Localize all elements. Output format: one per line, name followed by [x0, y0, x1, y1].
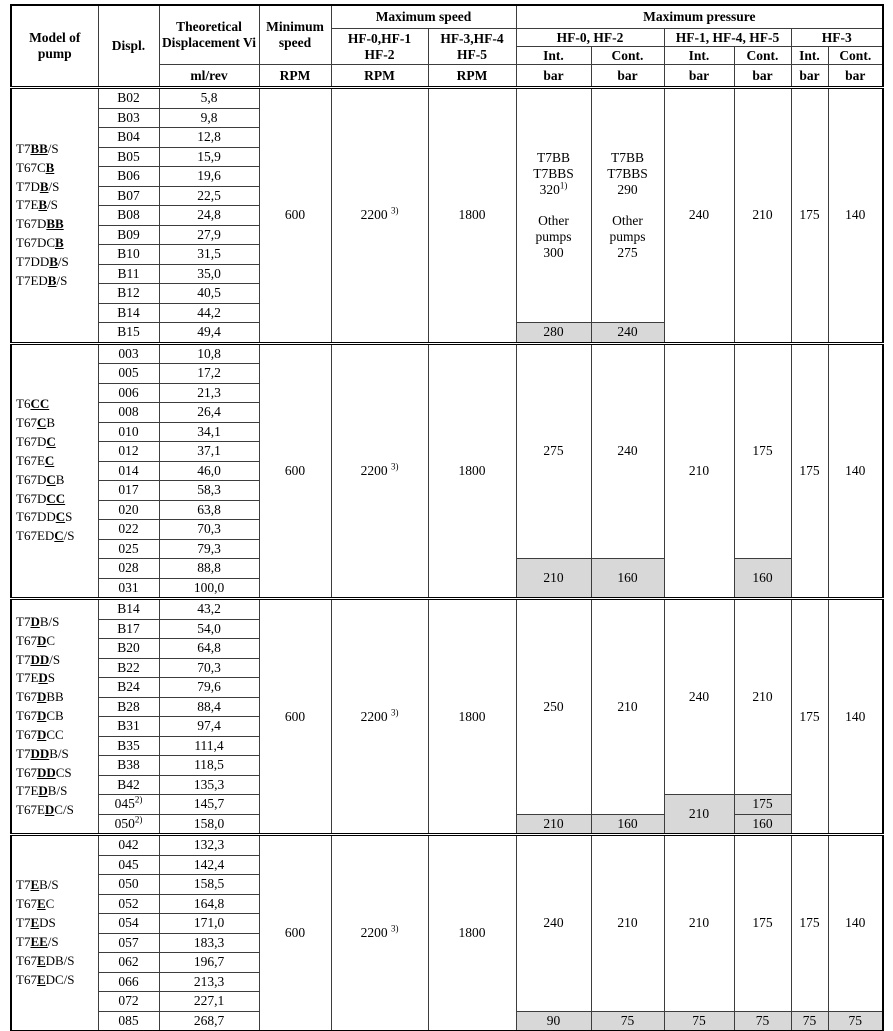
header-speed-hf345: HF-3,HF-4 HF-5 — [428, 29, 516, 65]
displ-code-cell: 008 — [98, 403, 159, 423]
header-cont-2: Cont. — [734, 47, 791, 65]
vi-value-cell: 46,0 — [159, 461, 259, 481]
max-speed-hf012-cell: 2200 $^{3)}$ — [331, 88, 428, 344]
vi-value-cell: 227,1 — [159, 992, 259, 1012]
displ-code-cell: 050 — [98, 875, 159, 895]
max-speed-hf012-cell: 2200 $^{3)}$ — [331, 599, 428, 835]
pressure-cell-2: 75 — [591, 1011, 664, 1031]
unit-ml-rev: ml/rev — [159, 65, 259, 88]
header-cont-1: Cont. — [591, 47, 664, 65]
pressure-cell-2: 240 — [591, 343, 664, 559]
unit-rpm-1: RPM — [259, 65, 331, 88]
pressure-cell-4: 175 — [734, 835, 791, 1012]
displ-code-cell: B42 — [98, 775, 159, 795]
pressure-cell-1: 280 — [516, 323, 591, 344]
unit-bar-4: bar — [734, 65, 791, 88]
displ-code-cell: 006 — [98, 383, 159, 403]
max-speed-hf012-cell: 2200 $^{3)}$ — [331, 835, 428, 1031]
vi-value-cell: 37,1 — [159, 442, 259, 462]
pressure-cell-4: 160 — [734, 814, 791, 835]
displ-code-cell: B15 — [98, 323, 159, 344]
displ-code-cell: B38 — [98, 756, 159, 776]
vi-value-cell: 70,3 — [159, 658, 259, 678]
displ-code-cell: 017 — [98, 481, 159, 501]
unit-bar-5: bar — [791, 65, 828, 88]
displ-code-cell: 022 — [98, 520, 159, 540]
pressure-cell-3: 210 — [664, 795, 734, 835]
table-body — [11, 88, 883, 1031]
max-speed-hf345-cell: 1800 — [428, 343, 516, 599]
displ-code-cell: B09 — [98, 225, 159, 245]
pressure-cell-2: 160 — [591, 814, 664, 835]
displ-code-cell: B14 — [98, 303, 159, 323]
vi-value-cell: 158,5 — [159, 875, 259, 895]
displ-code-cell: B20 — [98, 639, 159, 659]
displ-code-cell: 005 — [98, 364, 159, 384]
vi-value-cell: 17,2 — [159, 364, 259, 384]
pressure-cell-5: 175 — [791, 343, 828, 599]
pump-group-3-row — [11, 599, 883, 620]
header-pressure-hf3: HF-3 — [791, 29, 883, 47]
header-int-3: Int. — [791, 47, 828, 65]
pressure-cell-5: 175 — [791, 599, 828, 835]
displ-code-cell: 066 — [98, 972, 159, 992]
unit-rpm-2: RPM — [331, 65, 428, 88]
pressure-cell-1: 210 — [516, 814, 591, 835]
header-pressure-hf1-hf4-hf5: HF-1, HF-4, HF-5 — [664, 29, 791, 47]
pressure-cell-6: 140 — [828, 88, 883, 344]
table-header — [11, 5, 883, 88]
displ-code-cell: 057 — [98, 933, 159, 953]
vi-value-cell: 43,2 — [159, 599, 259, 620]
vi-value-cell: 171,0 — [159, 914, 259, 934]
pump-spec-table — [10, 4, 884, 1031]
pressure-cell-4: 175 — [734, 343, 791, 559]
vi-value-cell: 35,0 — [159, 264, 259, 284]
min-speed-cell: 600 — [259, 88, 331, 344]
displ-code-cell: 042 — [98, 835, 159, 856]
pressure-cell-4: 210 — [734, 88, 791, 344]
displ-code-cell: 054 — [98, 914, 159, 934]
header-model-of-pump: Model of pump — [11, 5, 98, 88]
vi-value-cell: 111,4 — [159, 736, 259, 756]
displ-code-cell: B22 — [98, 658, 159, 678]
header-minimum-speed: Minimum speed — [259, 5, 331, 65]
unit-bar-2: bar — [591, 65, 664, 88]
vi-value-cell: 196,7 — [159, 953, 259, 973]
pressure-cell-2: 160 — [591, 559, 664, 599]
min-speed-cell: 600 — [259, 343, 331, 599]
vi-value-cell: 145,7 — [159, 795, 259, 815]
pump-group-1-row — [11, 88, 883, 109]
pressure-cell-1: 90 — [516, 1011, 591, 1031]
vi-value-cell: 15,9 — [159, 147, 259, 167]
displ-code-cell: B03 — [98, 108, 159, 128]
model-list-cell: T7DB/S T67DC T7DD/S T7EDS T67DBB T67DCB T67DCC T7DDB/S T67DDCS T7EDB/S T67EDC/S — [11, 599, 98, 835]
vi-value-cell: 21,3 — [159, 383, 259, 403]
displ-code-cell: 062 — [98, 953, 159, 973]
displ-code-cell: B07 — [98, 186, 159, 206]
vi-value-cell: 5,8 — [159, 88, 259, 109]
pressure-cell-2: 210 — [591, 599, 664, 815]
pressure-cell-5: 175 — [791, 835, 828, 1012]
displ-code-cell: 025 — [98, 539, 159, 559]
vi-value-cell: 40,5 — [159, 284, 259, 304]
pressure-cell-4: 75 — [734, 1011, 791, 1031]
displ-code-cell: 031 — [98, 578, 159, 599]
displ-code-cell: B14 — [98, 599, 159, 620]
pressure-cell-6: 140 — [828, 343, 883, 599]
header-int-1: Int. — [516, 47, 591, 65]
pressure-cell-1: 210 — [516, 559, 591, 599]
header-pressure-hf0-hf2: HF-0, HF-2 — [516, 29, 664, 47]
pressure-cell-4: 160 — [734, 559, 791, 599]
pressure-cell-3: 210 — [664, 835, 734, 1012]
unit-bar-1: bar — [516, 65, 591, 88]
vi-value-cell: 44,2 — [159, 303, 259, 323]
vi-value-cell: 27,9 — [159, 225, 259, 245]
displ-code-cell: B08 — [98, 206, 159, 226]
pressure-cell-4: 175 — [734, 795, 791, 815]
unit-bar-6: bar — [828, 65, 883, 88]
pressure-cell-6: 140 — [828, 835, 883, 1012]
unit-rpm-3: RPM — [428, 65, 516, 88]
unit-bar-3: bar — [664, 65, 734, 88]
displ-code-cell: B28 — [98, 697, 159, 717]
pressure-cell-2: T7BB T7BBS 290 Other pumps 275 — [591, 88, 664, 323]
displ-code-cell: B06 — [98, 167, 159, 187]
pressure-cell-3: 240 — [664, 599, 734, 795]
displ-code-cell: 010 — [98, 422, 159, 442]
max-speed-hf345-cell: 1800 — [428, 599, 516, 835]
vi-value-cell: 49,4 — [159, 323, 259, 344]
vi-value-cell: 24,8 — [159, 206, 259, 226]
pressure-cell-5: 75 — [791, 1011, 828, 1031]
displ-code-cell: B02 — [98, 88, 159, 109]
pressure-cell-1: T7BB T7BBS 320$^{1)}$ Other pumps 300 — [516, 88, 591, 323]
displ-code-cell: B04 — [98, 128, 159, 148]
pressure-cell-4: 210 — [734, 599, 791, 795]
vi-value-cell: 26,4 — [159, 403, 259, 423]
header-int-2: Int. — [664, 47, 734, 65]
pressure-cell-1: 240 — [516, 835, 591, 1012]
vi-value-cell: 12,8 — [159, 128, 259, 148]
vi-value-cell: 88,8 — [159, 559, 259, 579]
displ-code-cell: 050$^{2)}$ — [98, 814, 159, 835]
vi-value-cell: 9,8 — [159, 108, 259, 128]
displ-code-cell: 028 — [98, 559, 159, 579]
vi-value-cell: 19,6 — [159, 167, 259, 187]
max-speed-hf345-cell: 1800 — [428, 835, 516, 1031]
pressure-cell-2: 240 — [591, 323, 664, 344]
displ-code-cell: B10 — [98, 245, 159, 265]
header-displ: Displ. — [98, 5, 159, 88]
pressure-cell-6: 140 — [828, 599, 883, 835]
vi-value-cell: 164,8 — [159, 894, 259, 914]
vi-value-cell: 64,8 — [159, 639, 259, 659]
displ-code-cell: B35 — [98, 736, 159, 756]
min-speed-cell: 600 — [259, 599, 331, 835]
displ-code-cell: 045 — [98, 855, 159, 875]
displ-code-cell: B05 — [98, 147, 159, 167]
vi-value-cell: 54,0 — [159, 619, 259, 639]
vi-value-cell: 100,0 — [159, 578, 259, 599]
displ-code-cell: 020 — [98, 500, 159, 520]
pressure-cell-6: 75 — [828, 1011, 883, 1031]
model-list-cell: T7BB/S T67CB T7DB/S T7EB/S T67DBB T67DCB T7DDB/S T7EDB/S — [11, 88, 98, 344]
vi-value-cell: 132,3 — [159, 835, 259, 856]
displ-code-cell: 072 — [98, 992, 159, 1012]
header-maximum-pressure: Maximum pressure — [516, 5, 883, 29]
displ-code-cell: B24 — [98, 678, 159, 698]
displ-code-cell: B17 — [98, 619, 159, 639]
pressure-cell-1: 250 — [516, 599, 591, 815]
pump-group-2-row — [11, 343, 883, 364]
vi-value-cell: 79,3 — [159, 539, 259, 559]
vi-value-cell: 63,8 — [159, 500, 259, 520]
model-list-cell: T6CC T67CB T67DC T67EC T67DCB T67DCC T67DDCS T67EDC/S — [11, 343, 98, 599]
vi-value-cell: 118,5 — [159, 756, 259, 776]
model-list-cell: T7EB/S T67EC T7EDS T7EE/S T67EDB/S T67EDC/S — [11, 835, 98, 1031]
displ-code-cell: 012 — [98, 442, 159, 462]
vi-value-cell: 213,3 — [159, 972, 259, 992]
pressure-cell-3: 75 — [664, 1011, 734, 1031]
pressure-cell-5: 175 — [791, 88, 828, 344]
displ-code-cell: B12 — [98, 284, 159, 304]
vi-value-cell: 88,4 — [159, 697, 259, 717]
vi-value-cell: 34,1 — [159, 422, 259, 442]
header-theoretical-displacement: Theoretical Displacement Vi — [159, 5, 259, 65]
header-speed-hf012: HF-0,HF-1 HF-2 — [331, 29, 428, 65]
vi-value-cell: 79,6 — [159, 678, 259, 698]
pump-group-4-row — [11, 835, 883, 856]
displ-code-cell: 003 — [98, 343, 159, 364]
pressure-cell-3: 240 — [664, 88, 734, 344]
displ-code-cell: 085 — [98, 1011, 159, 1031]
pressure-cell-1: 275 — [516, 343, 591, 559]
vi-value-cell: 268,7 — [159, 1011, 259, 1031]
vi-value-cell: 10,8 — [159, 343, 259, 364]
vi-value-cell: 70,3 — [159, 520, 259, 540]
displ-code-cell: 045$^{2)}$ — [98, 795, 159, 815]
displ-code-cell: 014 — [98, 461, 159, 481]
header-cont-3: Cont. — [828, 47, 883, 65]
displ-code-cell: 052 — [98, 894, 159, 914]
vi-value-cell: 31,5 — [159, 245, 259, 265]
vi-value-cell: 58,3 — [159, 481, 259, 501]
displ-code-cell: B31 — [98, 717, 159, 737]
vi-value-cell: 97,4 — [159, 717, 259, 737]
max-speed-hf345-cell: 1800 — [428, 88, 516, 344]
vi-value-cell: 22,5 — [159, 186, 259, 206]
max-speed-hf012-cell: 2200 $^{3)}$ — [331, 343, 428, 599]
min-speed-cell: 600 — [259, 835, 331, 1031]
pressure-cell-3: 210 — [664, 343, 734, 599]
header-maximum-speed: Maximum speed — [331, 5, 516, 29]
vi-value-cell: 183,3 — [159, 933, 259, 953]
header-row-top — [11, 5, 883, 29]
vi-value-cell: 135,3 — [159, 775, 259, 795]
vi-value-cell: 142,4 — [159, 855, 259, 875]
pressure-cell-2: 210 — [591, 835, 664, 1012]
vi-value-cell: 158,0 — [159, 814, 259, 835]
displ-code-cell: B11 — [98, 264, 159, 284]
